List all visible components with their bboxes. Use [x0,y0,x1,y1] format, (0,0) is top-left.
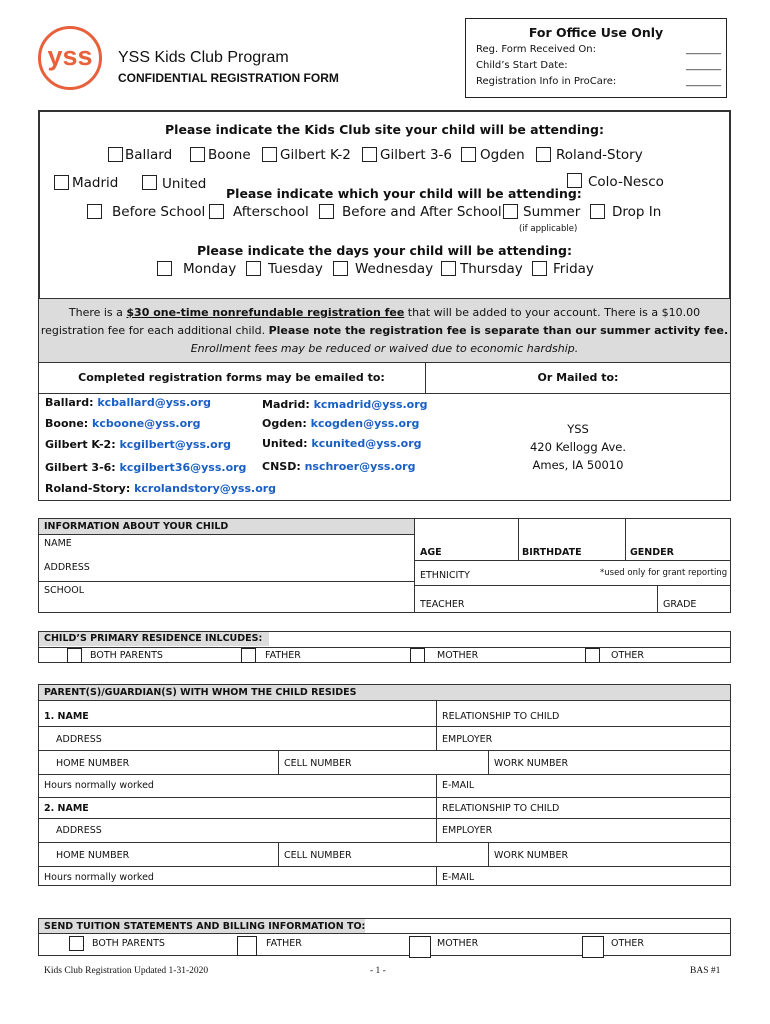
program-label-summer: Summer [523,204,581,220]
residence-label-father: FATHER [265,650,301,661]
guardian2-name-label: 2. NAME [44,803,89,814]
guardian1-home-label: HOME NUMBER [56,758,130,769]
day-label-monday: Monday [183,261,237,277]
yss-logo [38,26,102,90]
site-checkbox-madrid[interactable] [54,175,69,190]
billing-checkbox-both[interactable] [69,936,84,951]
residence-label-mother: MOTHER [437,650,479,661]
day-checkbox-wednesday[interactable] [333,261,348,276]
billing-checkbox-other[interactable] [582,936,604,958]
guardian1-address-label: ADDRESS [56,734,102,745]
program-label-before-school: Before School [112,204,206,220]
residence-label-both: BOTH PARENTS [90,650,163,661]
site-checkbox-gilbert-k2[interactable] [262,147,277,162]
day-label-tuesday: Tuesday [268,261,323,277]
email-gilbert-36: Gilbert 3-6: kcgilbert36@yss.org [45,461,247,474]
child-age-label: AGE [420,547,442,558]
day-label-friday: Friday [553,261,594,277]
site-checkbox-roland-story[interactable] [536,147,551,162]
site-checkbox-united[interactable] [142,175,157,190]
email-boone: Boone: kcboone@yss.org [45,417,201,430]
guardian1-employer-label: EMPLOYER [442,734,493,745]
guardian1-work-label: WORK NUMBER [494,758,569,769]
email-united: United: kcunited@yss.org [262,437,422,450]
fee-line-3: Enrollment fees may be reduced or waived due to economic hardship. [190,342,579,355]
site-checkbox-ballard[interactable] [108,147,123,162]
residence-label-other: OTHER [611,650,645,661]
grant-note: *used only for grant reporting [600,568,728,578]
guardian2-address-label: ADDRESS [56,825,102,836]
billing-title: SEND TUITION STATEMENTS AND BILLING INFORMATION TO: [44,921,366,932]
child-address-label: ADDRESS [44,562,90,573]
residence-title: CHILD’S PRIMARY RESIDENCE INLCUDES: [44,633,263,644]
email-heading: Completed registration forms may be emailed to: [78,371,385,384]
program-heading: Please indicate which your child will be attending: [226,186,582,201]
email-madrid: Madrid: kcmadrid@yss.org [262,398,428,411]
residence-checkbox-other[interactable] [585,648,600,663]
site-checkbox-ogden[interactable] [461,147,476,162]
office-line-2: Child’s Start Date: _______ [476,60,721,71]
child-school-label: SCHOOL [44,585,85,596]
program-checkbox-afterschool[interactable] [209,204,224,219]
days-heading: Please indicate the days your child will be attending: [196,243,573,258]
program-label-drop-in: Drop In [612,204,662,220]
mail-address-2: 420 Kellogg Ave. [529,440,627,454]
program-checkbox-drop-in[interactable] [590,204,605,219]
fee-line-1: There is a $30 one-time nonrefundable registration fee that will be added to your account. There is a $10.00 [68,306,701,319]
day-checkbox-monday[interactable] [157,261,172,276]
day-checkbox-friday[interactable] [532,261,547,276]
email-gilbert-k2: Gilbert K-2: kcgilbert@yss.org [45,438,232,451]
guardian2-hours-label: Hours normally worked [44,872,154,883]
day-label-wednesday: Wednesday [355,261,434,277]
fee-line-2: registration fee for each additional child. Please note the registration fee is separate than our summer activity fee. [40,324,729,337]
child-grade-label: GRADE [663,599,697,610]
fee-highlight: $30 one-time nonrefundable registration fee [126,306,405,319]
program-checkbox-summer[interactable] [503,204,518,219]
footer-page-number: - 1 - [370,966,386,976]
child-ethnicity-label: ETHNICITY [420,570,470,581]
email-ballard: Ballard: kcballard@yss.org [45,396,212,409]
guardians-title: PARENT(S)/GUARDIAN(S) WITH WHOM THE CHILD RESIDES [44,687,357,698]
email-cnsd: CNSD: nschroer@yss.org [262,460,416,473]
site-label-gilbert-k2: Gilbert K-2 [280,147,351,163]
guardian1-name-label: 1. NAME [44,711,89,722]
child-name-field[interactable] [100,536,410,558]
site-label-gilbert-36: Gilbert 3-6 [380,147,453,163]
guardian1-hours-label: Hours normally worked [44,780,154,791]
guardian2-home-label: HOME NUMBER [56,850,130,861]
site-label-united: United [162,176,207,192]
program-label-afterschool: Afterschool [233,204,309,220]
billing-checkbox-mother[interactable] [409,936,431,958]
billing-checkbox-father[interactable] [237,936,257,956]
billing-label-both: BOTH PARENTS [92,938,165,949]
mail-address-3: Ames, IA 50010 [532,458,624,472]
guardian1-email-label: E-MAIL [442,780,475,791]
guardian2-relationship-label: RELATIONSHIP TO CHILD [442,803,560,814]
guardian1-relationship-label: RELATIONSHIP TO CHILD [442,711,560,722]
residence-checkbox-father[interactable] [241,648,256,663]
child-name-label: NAME [44,538,72,549]
logo-text: yss [47,41,93,71]
program-checkbox-before-school[interactable] [87,204,102,219]
billing-label-father: FATHER [266,938,302,949]
site-label-ballard: Ballard [125,147,173,163]
form-title: CONFIDENTIAL REGISTRATION FORM [118,71,339,85]
office-line-3: Registration Info in ProCare: _______ [476,76,721,87]
site-label-ogden: Ogden [480,147,525,163]
site-heading: Please indicate the Kids Club site your child will be attending: [165,122,604,137]
office-line-1: Reg. Form Received On: _______ [476,44,721,55]
child-teacher-label: TEACHER [420,599,465,610]
guardian2-work-label: WORK NUMBER [494,850,569,861]
footer-left: Kids Club Registration Updated 1-31-2020 [44,966,209,976]
summer-note: (if applicable) [519,224,578,234]
guardian1-cell-label: CELL NUMBER [284,758,352,769]
email-ogden: Ogden: kcogden@yss.org [262,417,420,430]
day-label-thursday: Thursday [460,261,523,277]
residence-checkbox-mother[interactable] [410,648,425,663]
day-checkbox-tuesday[interactable] [246,261,261,276]
billing-label-mother: MOTHER [437,938,479,949]
program-title: YSS Kids Club Program [118,49,289,66]
child-birthdate-label: BIRTHDATE [522,547,582,558]
program-checkbox-before-after[interactable] [319,204,334,219]
program-label-before-after: Before and After School [342,204,502,220]
child-section-title: INFORMATION ABOUT YOUR CHILD [44,521,229,532]
site-label-colo-nesco: Colo-Nesco [588,174,664,190]
day-checkbox-thursday[interactable] [441,261,456,276]
site-label-roland-story: Roland-Story [556,147,643,163]
child-gender-label: GENDER [630,547,674,558]
email-roland-story: Roland-Story: kcrolandstory@yss.org [45,482,277,495]
guardian2-email-label: E-MAIL [442,872,475,883]
site-label-madrid: Madrid [72,175,119,191]
site-checkbox-gilbert-36[interactable] [362,147,377,162]
guardian2-cell-label: CELL NUMBER [284,850,352,861]
site-label-boone: Boone [208,147,251,163]
office-use-box [465,18,727,98]
footer-right: BAS #1 [690,966,721,976]
residence-checkbox-both[interactable] [67,648,82,663]
office-title: For Office Use Only [528,25,664,40]
billing-label-other: OTHER [611,938,645,949]
mail-heading: Or Mailed to: [537,371,619,384]
site-checkbox-boone[interactable] [190,147,205,162]
guardian2-employer-label: EMPLOYER [442,825,493,836]
mail-address-1: YSS [567,422,589,436]
